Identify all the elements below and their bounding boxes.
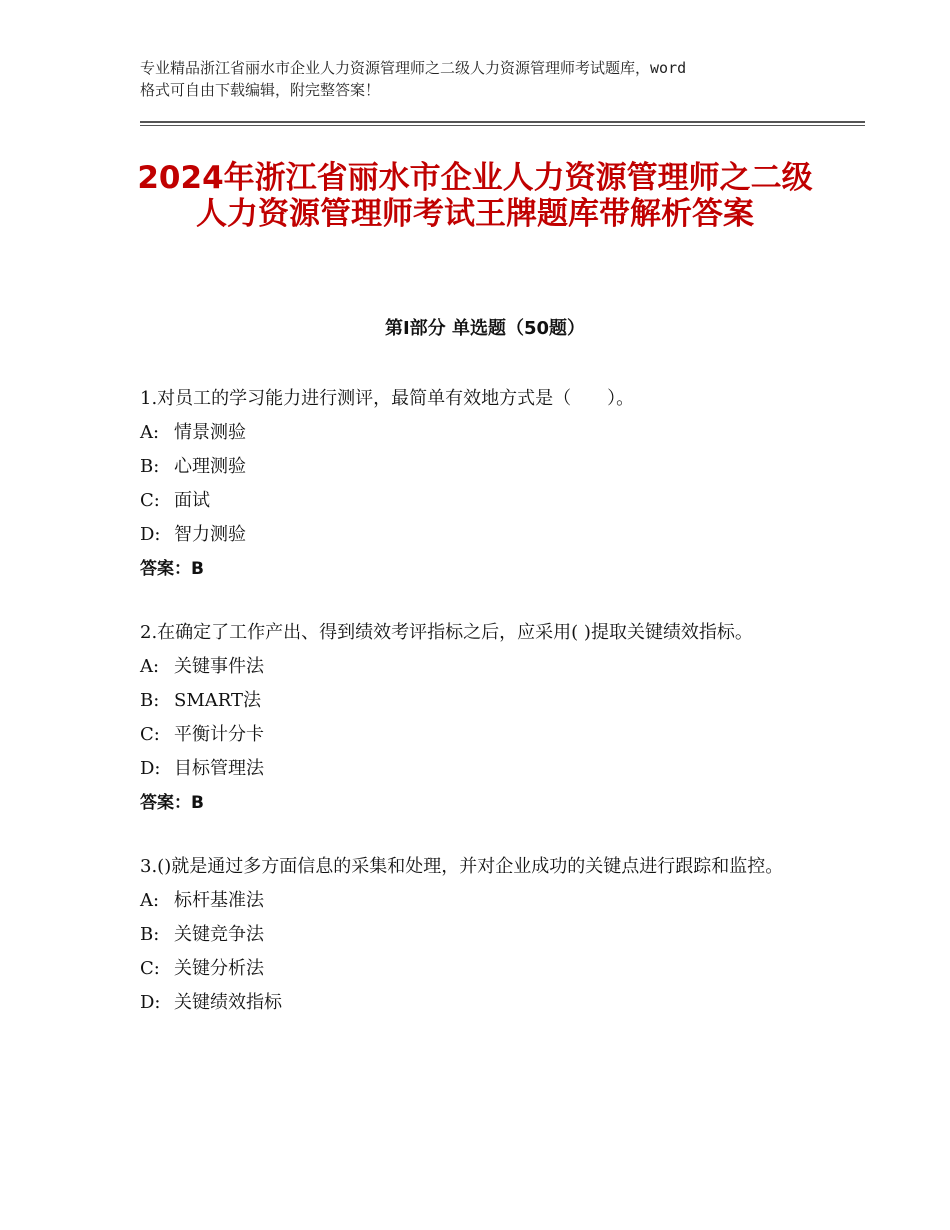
question-item [140, 382, 810, 586]
option-text: 平衡计分卡 [174, 724, 264, 745]
option-text: 关键事件法 [174, 656, 264, 677]
option-b [140, 450, 810, 484]
header-note-line: 专业精品浙江省丽水市企业人力资源管理师之二级人力资源管理师考试题库，word [140, 59, 687, 77]
option-text: 关键竞争法 [174, 924, 264, 945]
option-a [140, 884, 810, 918]
option-letter: B: [140, 690, 160, 711]
question-item [140, 850, 810, 1020]
option-c [140, 484, 810, 518]
option-letter: D: [140, 758, 161, 779]
option-b [140, 918, 810, 952]
option-letter: C: [140, 724, 160, 745]
option-letter: A: [140, 656, 160, 677]
option-c [140, 718, 810, 752]
option-d [140, 752, 810, 786]
question-list [140, 382, 810, 1050]
header-note-line: 格式可自由下载编辑，附完整答案！ [140, 81, 381, 99]
option-letter: B: [140, 924, 160, 945]
question-stem: 3.()就是通过多方面信息的采集和处理，并对企业成功的关键点进行跟踪和监控。 [140, 856, 784, 877]
option-text: 目标管理法 [174, 758, 264, 779]
header-divider [140, 125, 865, 126]
header-divider [140, 121, 865, 123]
option-text: 关键分析法 [174, 958, 264, 979]
option-letter: C: [140, 958, 160, 979]
option-b [140, 684, 810, 718]
option-a [140, 416, 810, 450]
option-letter: D: [140, 524, 161, 545]
option-letter: A: [140, 890, 160, 911]
question-stem: 1.对员工的学习能力进行测评，最简单有效地方式是（ ）。 [140, 388, 635, 409]
option-text: 标杆基准法 [174, 890, 264, 911]
option-letter: B: [140, 456, 160, 477]
part-heading: 第Ⅰ部分 单选题（50题） [384, 318, 585, 339]
option-text: 情景测验 [174, 422, 246, 443]
option-c [140, 952, 810, 986]
option-text: SMART法 [174, 690, 262, 711]
option-d [140, 518, 810, 552]
option-text: 关键绩效指标 [174, 992, 282, 1013]
answer-line: 答案：B [140, 793, 204, 813]
option-text: 心理测验 [174, 456, 246, 477]
header-note [140, 57, 830, 101]
option-letter: D: [140, 992, 161, 1013]
option-a [140, 650, 810, 684]
question-item [140, 616, 810, 820]
document-title: 2024年浙江省丽水市企业人力资源管理师之二级人力资源管理师考试王牌题库带解析答案 [137, 160, 813, 232]
option-text: 智力测验 [174, 524, 246, 545]
option-letter: A: [140, 422, 160, 443]
answer-line: 答案：B [140, 559, 204, 579]
option-letter: C: [140, 490, 160, 511]
option-d [140, 986, 810, 1020]
question-stem: 2.在确定了工作产出、得到绩效考评指标之后，应采用( )提取关键绩效指标。 [140, 622, 753, 643]
option-text: 面试 [174, 490, 210, 511]
